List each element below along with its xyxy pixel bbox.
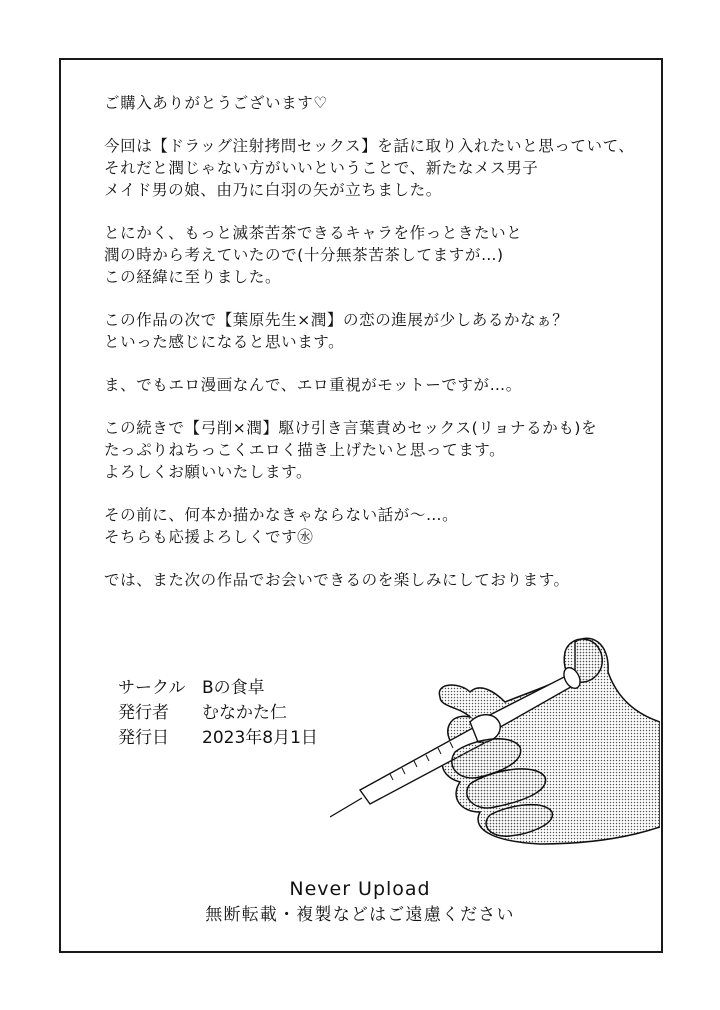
text-line: ご購入ありがとうございます♡ [104,94,328,112]
afterword-text [104,92,644,612]
text-line: その前に、何本か描かなきゃならない話が〜…。 [104,506,459,524]
paragraph [104,374,644,396]
colophon-row-circle [118,676,318,701]
paragraph [104,135,644,201]
colophon [118,676,318,751]
colophon-label: サークル [118,678,186,698]
colophon-value: むなかた仁 [202,703,287,723]
text-line: 潤の時から考えていたので(十分無茶苦茶してますが…) [104,246,504,264]
text-line: メイド男の娘、由乃に白羽の矢が立ちました。 [104,181,442,199]
footer-notice [0,876,720,928]
paragraph [104,222,644,288]
colophon-value: Bの食卓 [202,678,265,698]
paragraph [104,417,644,483]
text-line: では、また次の作品でお会いできるのを楽しみにしております。 [104,571,570,589]
colophon-row-date [118,726,318,751]
colophon-row-publisher [118,701,318,726]
syringe-hand-illustration [330,612,660,860]
text-line: たっぷりねちっこくエロく描き上げたいと思ってます。 [104,441,506,459]
colophon-label: 発行日 [118,728,169,748]
text-line: この続きで【弓削×潤】駆け引き言葉責めセックス(リョナるかも)を [104,419,598,437]
text-line: とにかく、もっと滅茶苦茶できるキャラを作っときたいと [104,224,523,242]
paragraph [104,92,644,114]
colophon-label: 発行者 [118,703,169,723]
text-line: そちらも応援よろしくです㊌ [104,528,314,546]
text-line: この経緯に至りました。 [104,268,282,286]
no-reproduction-notice: 無断転載・複製などはご遠慮ください [205,905,515,925]
paragraph [104,569,644,591]
never-upload-notice: Never Upload [289,878,431,900]
text-line: 今回は【ドラッグ注射拷問セックス】を話に取り入れたいと思っていて、 [104,137,635,155]
text-line: この作品の次で【葉原先生×潤】の恋の進展が少しあるかなぁ？ [104,311,569,329]
text-line: ま、でもエロ漫画なんで、エロ重視がモットーですが…。 [104,376,522,394]
text-line: それだと潤じゃない方がいいということで、新たなメス男子 [104,159,539,177]
colophon-value: 2023年8月1日 [202,728,318,748]
text-line: といった感じになると思います。 [104,333,345,351]
paragraph [104,504,644,548]
text-line: よろしくお願いいたします。 [104,463,313,481]
paragraph [104,309,644,353]
